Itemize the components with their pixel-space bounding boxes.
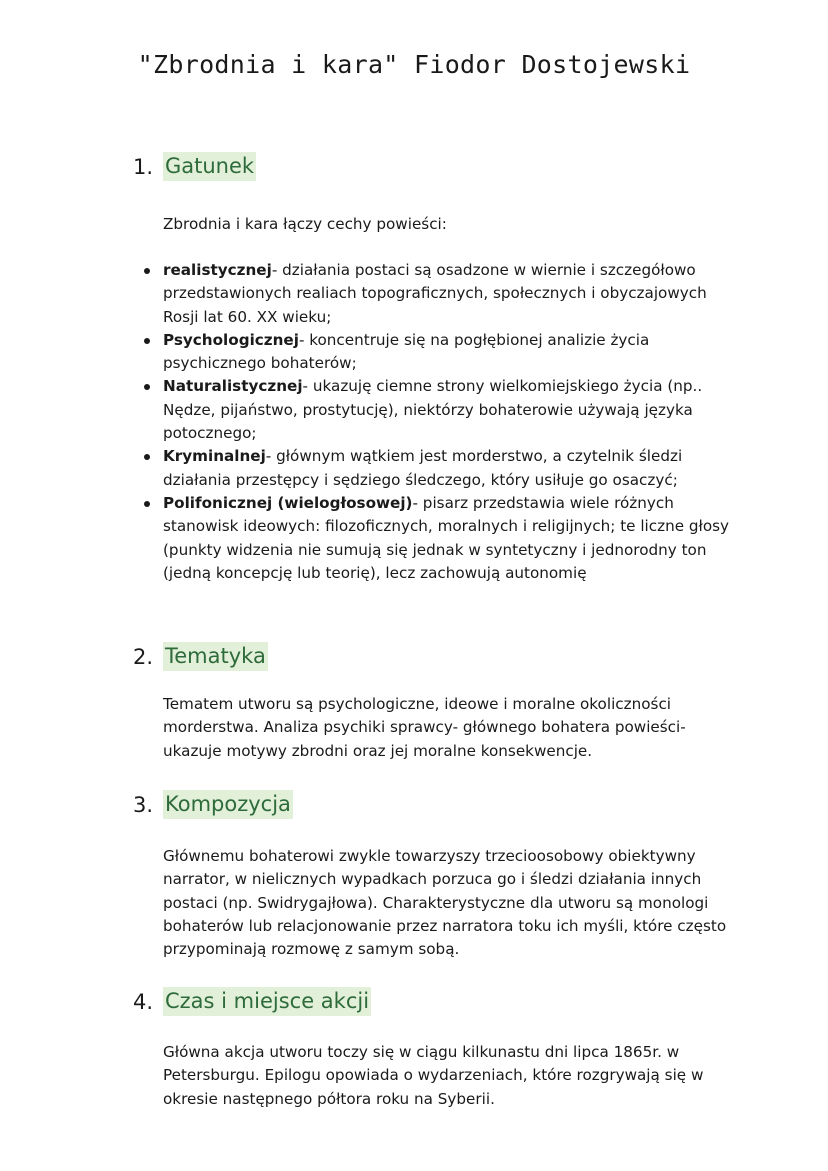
list-item xyxy=(163,445,733,492)
bullet-text: - działania postaci są osadzone w wiernie i szczegółowo przedstawionych realiach topograficznych, społecznych i obyczajowych Rosji lat 60. XX wieku; xyxy=(163,261,707,326)
bullet-icon xyxy=(144,268,150,274)
section-text: Tematem utworu są psychologiczne, ideowe i moralne okoliczności morderstwa. Analiza psychiki sprawcy- głównego bohatera powieści- ukazuje motywy zbrodni oraz jej moralne konsekwencje. xyxy=(163,695,686,760)
list-item xyxy=(163,492,733,585)
section-text: Główna akcja utworu toczy się w ciągu kilkunastu dni lipca 1865r. w Petersburgu. Epilogu opowiada o wydarzeniach, które rozgrywają się w okresie następnego półtora roku na Syberii. xyxy=(163,1043,704,1108)
bullet-text: - głównym wątkiem jest morderstwo, a czytelnik śledzi działania przestępcy i sędziego śledczego, który usiłuje go osaczyć; xyxy=(163,447,683,489)
bullet-term: Psychologicznej xyxy=(163,330,299,349)
section-heading-tematyka xyxy=(133,642,268,671)
section-heading-label: Czas i miejsce akcji xyxy=(163,987,371,1016)
bullet-icon xyxy=(144,338,150,344)
genre-bullet-list xyxy=(163,259,733,585)
list-item xyxy=(163,259,733,329)
section-heading-label: Tematyka xyxy=(163,642,268,671)
section-heading-kompozycja xyxy=(133,790,293,819)
bullet-text: - koncentruje się na pogłębionej analizie życia psychicznego bohaterów; xyxy=(163,330,650,373)
section-heading-czas-i-miejsce xyxy=(133,987,371,1016)
section-intro: Zbrodnia i kara łączy cechy powieści: xyxy=(163,215,447,233)
bullet-text: - pisarz przedstawia wiele różnych stanowisk ideowych: filozoficznych, moralnych i religijnych; te liczne głosy (punkty widzenia nie sumują się jednak w syntetyczny i jednorodny ton (jedną koncepcję lub teorię), lecz zachowują autonomię xyxy=(163,493,730,582)
document-title: "Zbrodnia i kara" Fiodor Dostojewski xyxy=(137,50,691,79)
section-number: 3. xyxy=(133,792,154,817)
section-heading-gatunek xyxy=(133,152,256,181)
section-text: Głównemu bohaterowi zwykle towarzyszy trzecioosobowy obiektywny narrator, w nielicznych wypadkach porzuca go i śledzi działania innych postaci (np. Swidrygajłowa). Charakterystyczne dla utworu są monologi bohaterów lub relacjonowanie przez narratora toku ich myśli, które często przypominają rozmowę z samym sobą. xyxy=(163,847,727,959)
section-heading-label: Kompozycja xyxy=(163,790,293,819)
bullet-icon xyxy=(144,454,150,460)
bullet-term: Kryminalnej xyxy=(163,447,266,466)
bullet-icon xyxy=(144,501,150,507)
bullet-text: - ukazuję ciemne strony wielkomiejskiego życia (np.. Nędze, pijaństwo, prostytucję), niektórzy bohaterowie używają języka potocznego; xyxy=(163,377,703,443)
list-item xyxy=(163,329,733,376)
bullet-term: realistycznej xyxy=(163,261,272,279)
bullet-term: Naturalistycznej xyxy=(163,377,303,396)
section-number: 4. xyxy=(133,989,154,1014)
section-number: 1. xyxy=(133,154,154,179)
bullet-term: Polifonicznej (wielogłosowej) xyxy=(163,493,413,512)
bullet-icon xyxy=(144,384,150,390)
list-item xyxy=(163,375,733,445)
section-number: 2. xyxy=(133,644,154,669)
section-heading-label: Gatunek xyxy=(163,152,256,181)
